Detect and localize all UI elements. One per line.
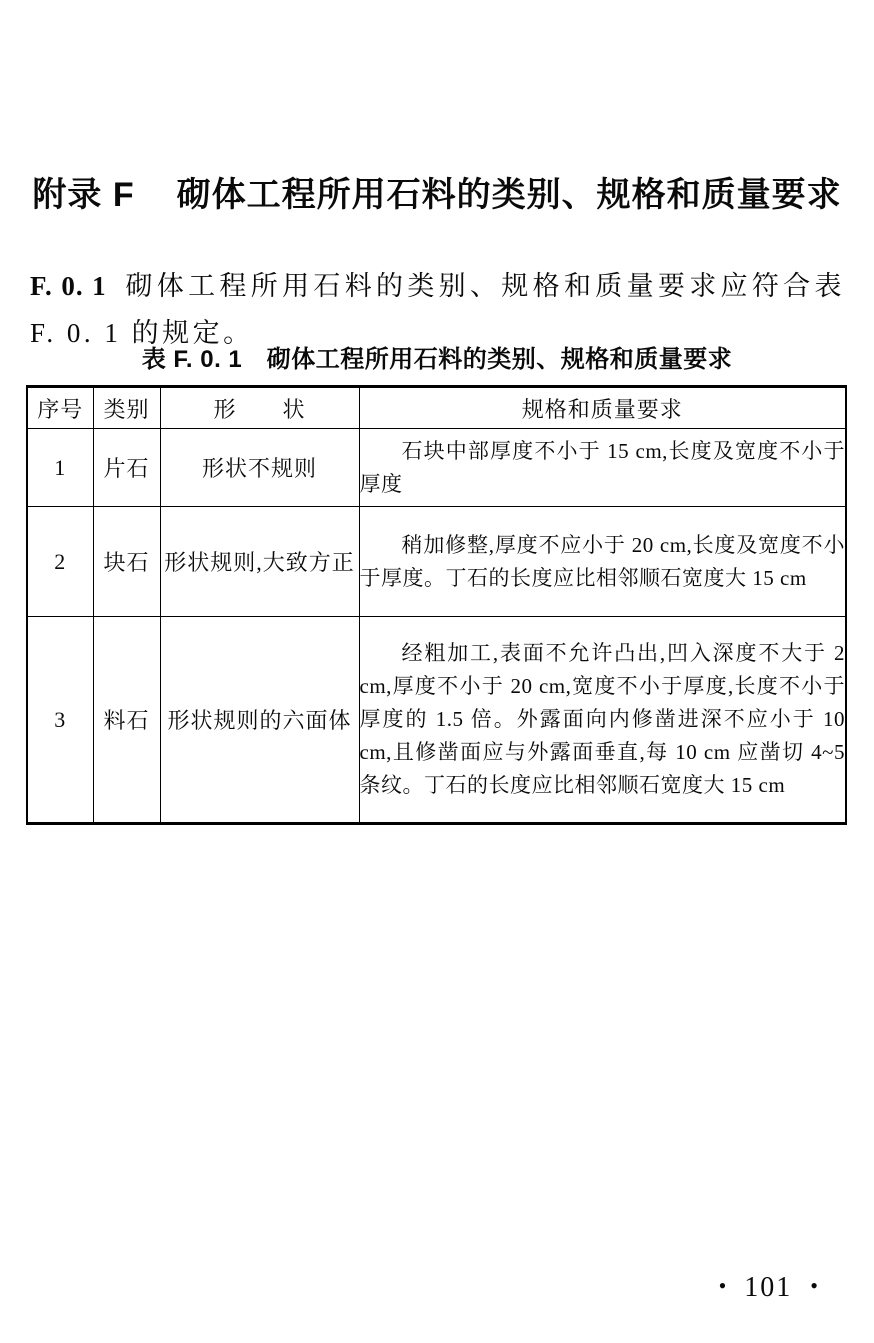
table-row bbox=[27, 507, 846, 617]
requirement-text: 经粗加工,表面不允许凸出,凹入深度不大于 2 cm,厚度不小于 20 cm,宽度不小于厚度,长度不小于厚度的 1.5 倍。外露面向内修凿进深不应小于 10 cm,且修凿面应与外露面垂直,每 10 cm 应凿切 4~5 条纹。丁石的长度应比相邻顺石宽度大 15 cm bbox=[359, 641, 845, 797]
col-header-serial: 序号 bbox=[27, 387, 93, 429]
serial-cell: 3 bbox=[27, 617, 93, 824]
col-header-category: 类别 bbox=[93, 387, 160, 429]
table-caption: 表 F. 0. 1 砌体工程所用石料的类别、规格和质量要求 bbox=[141, 346, 733, 373]
serial-cell: 2 bbox=[27, 507, 93, 617]
table-row bbox=[27, 617, 846, 824]
col-header-requirement: 规格和质量要求 bbox=[359, 387, 846, 429]
requirement-cell bbox=[359, 507, 846, 617]
category-cell: 片石 bbox=[93, 429, 160, 507]
clause-text: 砌体工程所用石料的类别、规格和质量要求应符合表 F. 0. 1 的规定。 bbox=[30, 271, 846, 348]
footer-dot-left: • bbox=[718, 1273, 727, 1298]
requirement-text: 石块中部厚度不小于 15 cm,长度及宽度不小于厚度 bbox=[359, 438, 845, 496]
shape-cell: 形状规则的六面体 bbox=[160, 617, 359, 824]
col-header-shape: 形 状 bbox=[160, 387, 359, 429]
page-number: 101 bbox=[744, 1272, 793, 1303]
category-cell: 块石 bbox=[93, 507, 160, 617]
footer-dot-right: • bbox=[810, 1273, 818, 1298]
shape-cell: 形状规则,大致方正 bbox=[160, 507, 359, 617]
requirement-cell bbox=[359, 617, 846, 824]
clause-f-0-1 bbox=[30, 263, 845, 357]
table-row bbox=[27, 429, 846, 507]
clause-number: F. 0. 1 bbox=[30, 271, 107, 301]
requirement-cell bbox=[359, 429, 846, 507]
stone-spec-table bbox=[26, 385, 847, 825]
shape-cell: 形状不规则 bbox=[160, 429, 359, 507]
category-cell: 料石 bbox=[93, 617, 160, 824]
requirement-text: 稍加修整,厚度不应小于 20 cm,长度及宽度不小于厚度。丁石的长度应比相邻顺石宽度大 15 cm bbox=[359, 532, 845, 590]
table-header-row bbox=[27, 387, 846, 429]
serial-cell: 1 bbox=[27, 429, 93, 507]
page-title-text: 砌体工程所用石料的类别、规格和质量要求 bbox=[176, 175, 842, 214]
page-title bbox=[0, 169, 874, 221]
page-footer bbox=[719, 1268, 818, 1306]
appendix-label: 附录 F bbox=[32, 175, 135, 214]
